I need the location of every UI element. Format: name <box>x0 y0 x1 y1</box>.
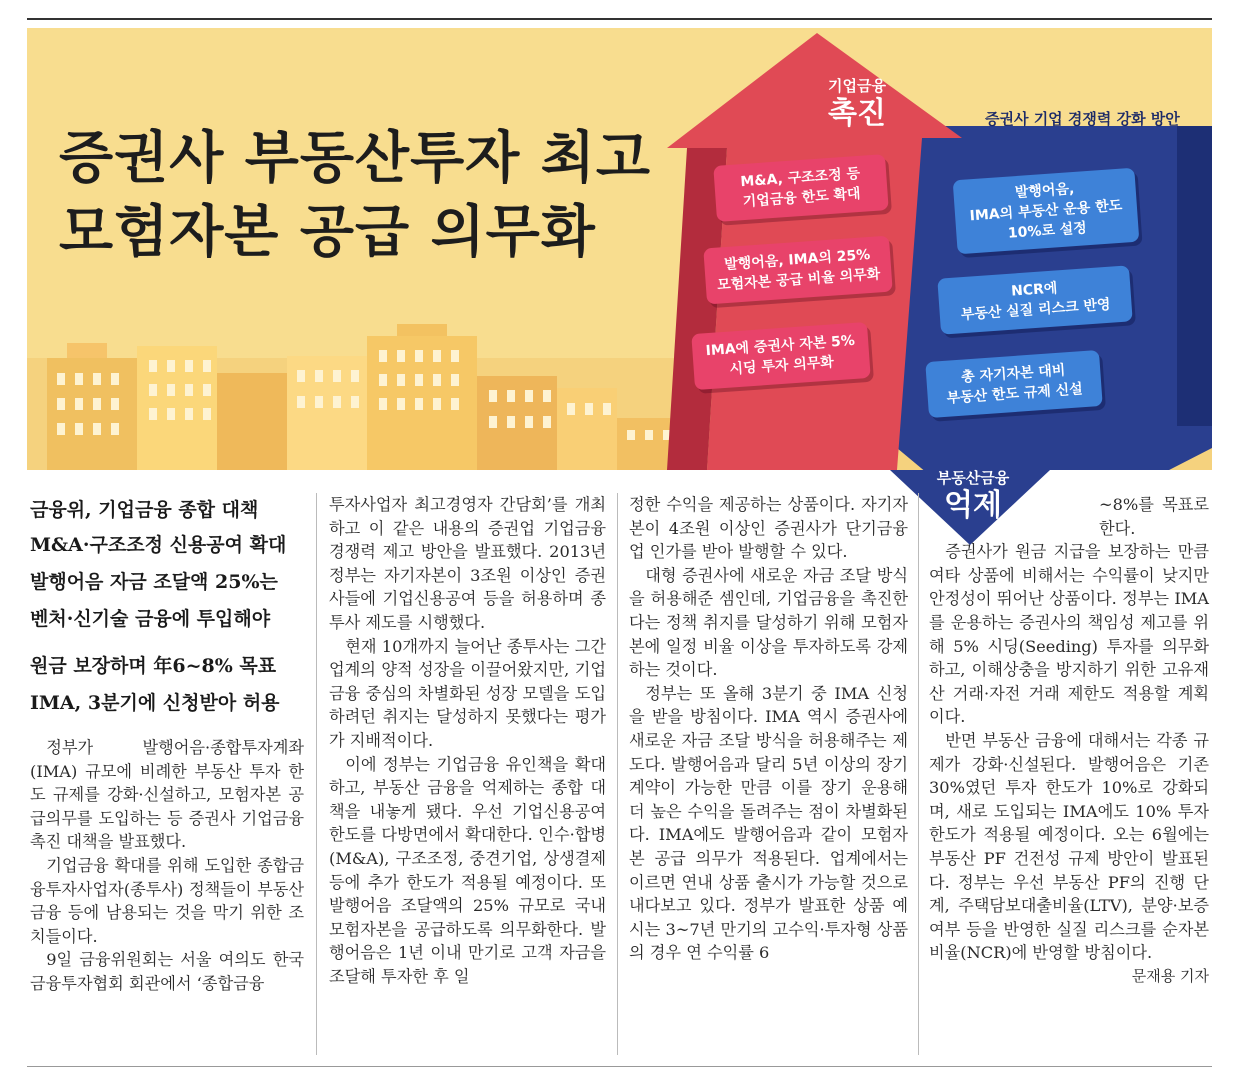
blue-box-3-line2: 부동산 한도 규제 신설 <box>946 381 1084 407</box>
red-box-1-line2: 기업금융 한도 확대 <box>742 185 862 211</box>
col1-paragraph-1: 정부가 발행어음·종합투자계좌(IMA) 규모에 비례한 부동산 투자 한도 규제를 강화·신설하고, 모험자본 공급의무를 도입하는 등 증권사 기업금융 촉진 대책을 발표했다. <box>30 738 304 852</box>
subhead-2: M&A·구조조정 신용공여 확대 <box>30 534 287 556</box>
column-3 <box>629 493 908 965</box>
col1-paragraph-3: 9일 금융위원회는 서울 여의도 한국금융투자협회 회관에서 ‘종합금융 <box>30 950 304 993</box>
up-arrow-label <box>797 76 917 132</box>
infographic <box>27 28 1212 470</box>
red-box-2-line2: 모험자본 공급 비율 의무화 <box>716 266 881 294</box>
subhead-3: 발행어음 자금 조달액 25%는 <box>30 571 278 593</box>
col2-paragraph-1: 투자사업자 최고경영자 간담회’를 개최하고 이 같은 내용의 증권업 기업금융 경쟁력 제고 방안을 발표했다. 2013년 정부는 자기자본이 3조원 이상인 증권사들에 기업신용공여 등을 허용하며 종투사 제도를 시행했다. <box>329 495 606 632</box>
red-box-3-line1: IMA에 증권사 자본 5% <box>705 332 856 360</box>
headline-line-1: 증권사 부동산투자 최고 <box>59 126 651 191</box>
col2-paragraph-2: 현재 10개까지 늘어난 종투사는 그간 업계의 양적 성장을 이끌어왔지만, 기업금융 중심의 차별화된 성장 모델을 도입하려던 취지는 달성하지 못했다는 평가가 지배적이다. <box>329 636 606 750</box>
blue-box-2-line1: NCR에 <box>1010 280 1058 300</box>
column-2 <box>329 493 606 988</box>
col3-paragraph-1: 정한 수익을 제공하는 상품이다. 자기자본이 4조원 이상인 증권사가 단기금융업 인가를 받아 발행할 수 있다. <box>629 495 908 562</box>
blue-box-1-line3: 10%로 설정 <box>1007 220 1088 242</box>
column-4 <box>929 493 1209 988</box>
up-label-small: 기업금융 <box>828 77 886 95</box>
blue-box-2-line2: 부동산 실질 리스크 반영 <box>960 296 1112 324</box>
col3-paragraph-2: 대형 증권사에 새로운 자금 조달 방식을 허용해준 셈인데, 기업금융을 촉진한다는 정책 취지를 달성하기 위해 모험자본에 일정 비율 이상을 투자하도록 강제하는 것이다. <box>629 565 908 680</box>
byline: 문재용 기자 <box>1131 966 1209 985</box>
column-divider-3 <box>918 493 919 1055</box>
col3-paragraph-3: 정부는 또 올해 3분기 중 IMA 신청을 받을 방침이다. IMA 역시 증권사에 새로운 자금 조달 방식을 허용해주는 제도다. 발행어음과 달리 5년 이상의 장기 계약이 가능한 만큼 이를 장기 운용해 더 높은 수익을 돌려주는 점이 차별화된다. IMA에도 발행어음과 같이 모험자본 공급 의무가 적용된다. 업계에서는 이르면 연내 상품 출시가 가능할 것으로 내다보고 있다. 정부가 발표한 상품 예시는 3~7년 만기의 고수익·투자형 상품의 경우 연 수익률 6 <box>629 683 908 963</box>
col2-paragraph-3: 이에 정부는 기업금융 유인책을 확대하고, 부동산 금융을 억제하는 종합 대책을 내놓게 됐다. 우선 기업신용공여 한도를 다방면에서 확대한다. 인수·합병(M&A), 구조조정, 중견기업, 상생결제 등에 추가 한도가 적용될 예정이다. 또 발행어음 조달액의 25% 규모로 국내 모험자본을 공급하도록 의무화한다. 발행어음은 1년 이내 만기로 고객 자금을 조달해 투자한 후 일 <box>329 754 606 986</box>
col1-paragraph-2: 기업금융 확대를 위해 도입한 종합금융투자사업자(종투사) 정책들이 부동산 금융 등에 남용되는 것을 막기 위한 조치들이다. <box>30 855 304 946</box>
col4-paragraph-2: 증권사가 원금 지급을 보장하는 만큼 여타 상품에 비해서는 수익률이 낮지만 안정성이 뛰어난 상품이다. 정부는 IMA를 운용하는 증권사의 책임성 제고를 위해 5% 시딩(Seeding) 투자를 의무화하고, 이해상충을 방지하기 위한 고유재산 거래·자전 거래 제한도 적용할 계획이다. <box>929 542 1209 727</box>
headline-line-2: 모험자본 공급 의무화 <box>59 200 596 265</box>
subhead-6: IMA, 3분기에 신청받아 허용 <box>30 692 280 714</box>
blue-box-1-line2: IMA의 부동산 운용 한도 <box>969 197 1123 225</box>
strategy-title: 증권사 기업 경쟁력 강화 방안 <box>985 110 1180 128</box>
down-label-big: 억제 <box>944 488 1002 523</box>
col4-paragraph-3: 반면 부동산 금융에 대해서는 각종 규제가 강화·신설된다. 발행어음은 기존 30%였던 투자 한도가 10%로 강화되며, 새로 도입되는 IMA에도 10% 투자 한도가 적용될 예정이다. 오는 6월에는 부동산 PF 건전성 규제 방안이 발표된다. 정부는 우선 부동산 PF의 진행 단계, 주택담보대출비율(LTV), 분양·보증 여부 등을 반영한 실질 리스크를 순자본비율(NCR)에 반영할 방침이다. <box>929 730 1209 963</box>
bottom-rule <box>27 1066 1212 1067</box>
column-divider-2 <box>617 493 618 1055</box>
subhead-1: 금융위, 기업금융 종합 대책 <box>30 499 259 521</box>
subhead-4: 벤처·신기술 금융에 투입해야 <box>30 608 271 630</box>
blue-box-1 <box>953 168 1140 255</box>
red-box-3-line2: 시딩 투자 의무화 <box>729 354 835 378</box>
red-box-1 <box>713 154 888 222</box>
red-box-1-line1: M&A, 구조조정 등 <box>739 165 861 191</box>
up-label-big: 촉진 <box>828 96 886 131</box>
down-label-small: 부동산금융 <box>936 469 1010 487</box>
col4-paragraph-1: ~8%를 목표로 한다. <box>1099 495 1209 538</box>
top-rule <box>27 18 1212 20</box>
blue-box-1-line1: 발행어음, <box>1014 180 1075 202</box>
column-divider-1 <box>316 493 317 1055</box>
headline <box>59 122 651 270</box>
red-box-2-line1: 발행어음, IMA의 25% <box>723 246 871 274</box>
blue-box-3-line1: 총 자기자본 대비 <box>960 362 1066 386</box>
subhead-5: 원금 보장하며 年6~8% 목표 <box>30 655 277 677</box>
column-1 <box>30 493 304 996</box>
